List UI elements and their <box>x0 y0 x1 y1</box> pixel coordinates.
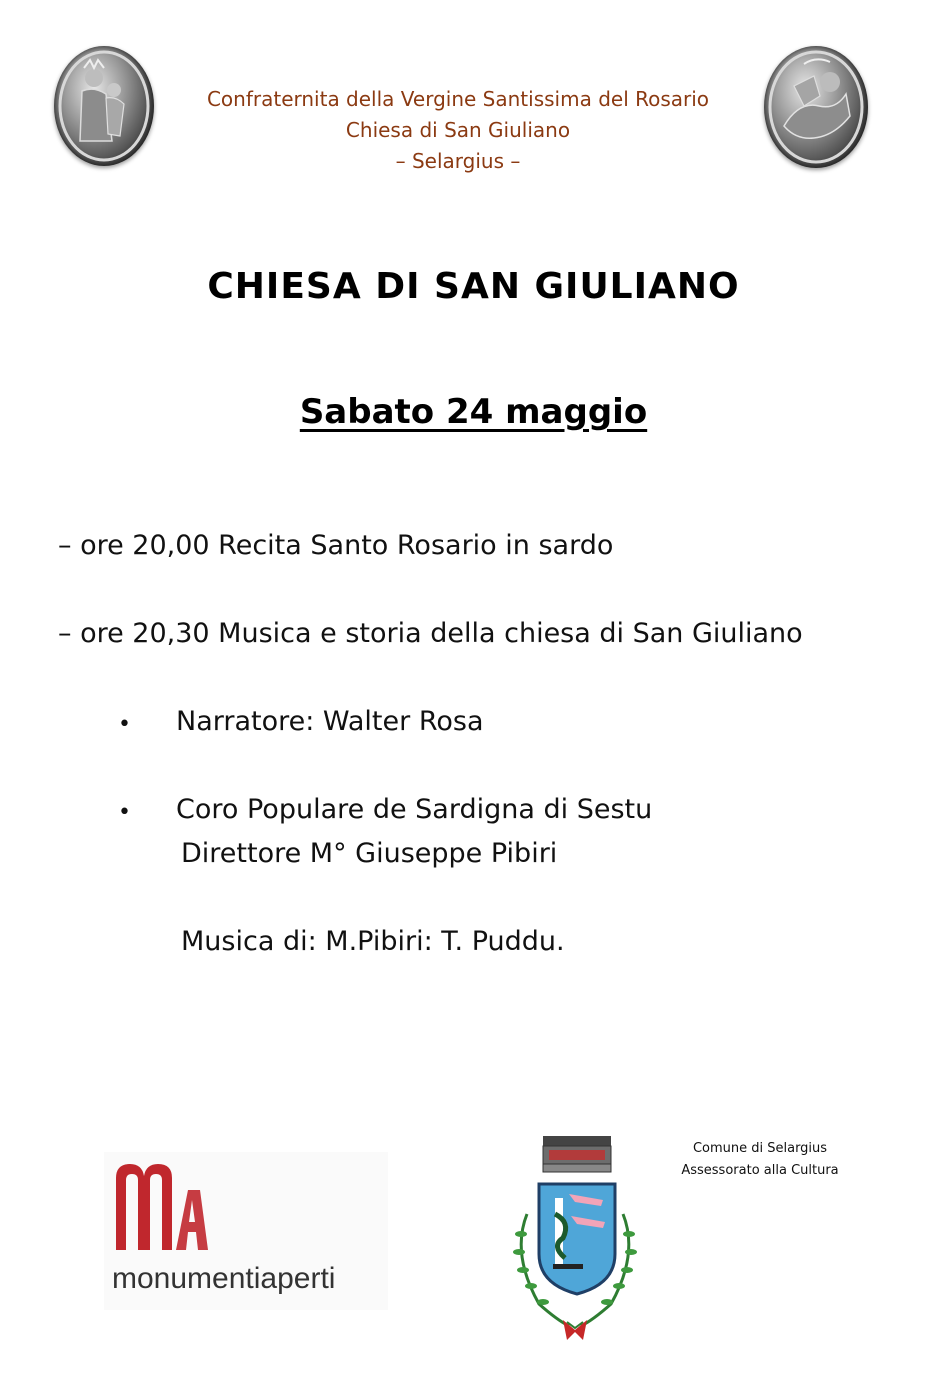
program-item-music: – ore 20,30 Musica e storia della chiesa di San Giuliano <box>58 618 803 649</box>
confraternity-header <box>160 84 756 177</box>
bullet-icon: • <box>118 712 131 737</box>
page-title: CHIESA DI SAN GIULIANO <box>207 266 740 307</box>
municipality-name: Comune di Selargius <box>692 1141 828 1156</box>
program-item-rosary: – ore 20,00 Recita Santo Rosario in sardo <box>58 530 614 561</box>
monumenti-aperti-logo <box>104 1152 388 1310</box>
monumenti-aperti-mark-icon <box>112 1160 208 1256</box>
church-name: Chiesa di San Giuliano <box>345 118 571 142</box>
choir-name: Coro Populare de Sardigna di Sestu <box>176 794 653 825</box>
municipality-credit <box>660 1138 860 1182</box>
selargius-coat-of-arms-icon <box>505 1134 645 1344</box>
narrator: Narratore: Walter Rosa <box>176 706 484 737</box>
monumenti-aperti-wordmark: monumentiaperti <box>112 1262 336 1295</box>
municipality-department: Assessorato alla Cultura <box>681 1163 839 1178</box>
saint-medallion-icon <box>764 46 868 168</box>
town-name: – Selargius – <box>395 149 521 173</box>
event-date: Sabato 24 maggio <box>299 392 648 432</box>
confraternity-name: Confraternita della Vergine Santissima del Rosario <box>206 87 710 111</box>
madonna-medallion-icon <box>54 46 154 166</box>
music-credits: Musica di: M.Pibiri: T. Puddu. <box>181 926 565 957</box>
bullet-icon: • <box>118 800 131 825</box>
choir-director: Direttore M° Giuseppe Pibiri <box>181 838 558 869</box>
